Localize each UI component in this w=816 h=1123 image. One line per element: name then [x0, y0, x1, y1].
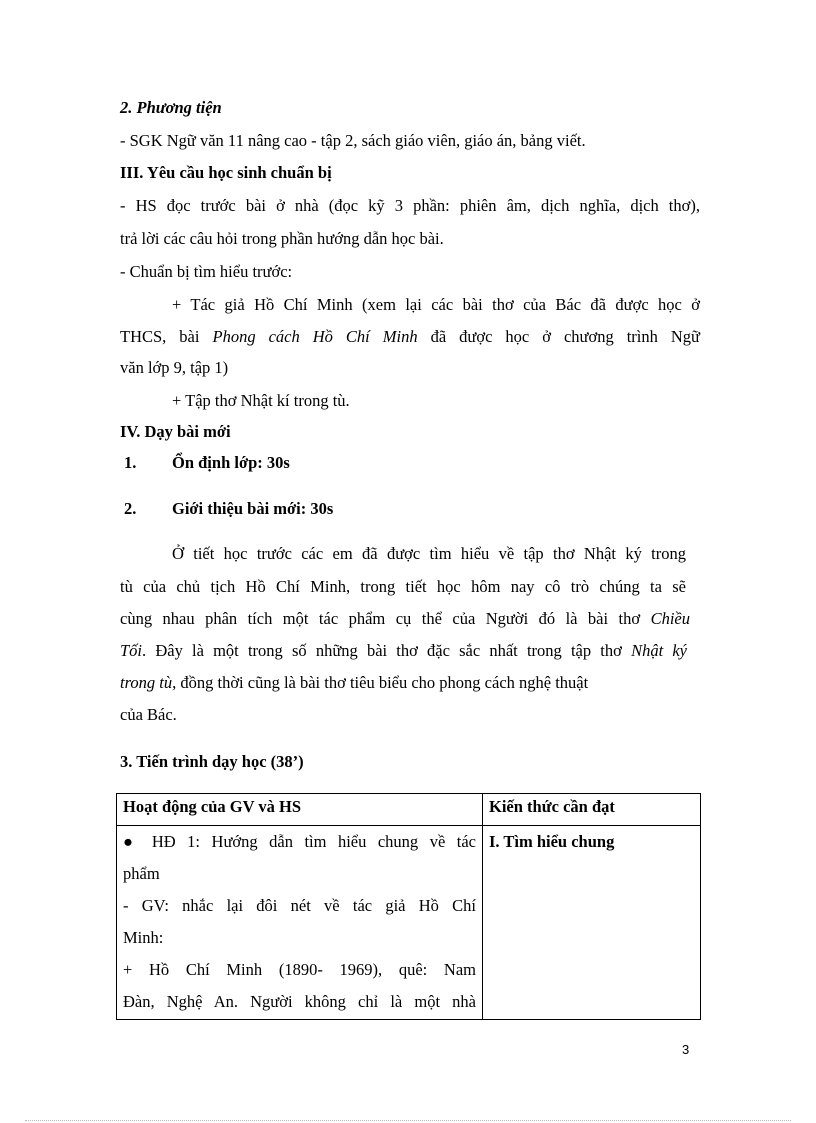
list-number: 1.	[124, 453, 137, 472]
prep-paragraph-line: trả lời các câu hỏi trong phần hướng dẫn học bài.	[120, 229, 444, 248]
intro-paragraph-line	[120, 608, 690, 630]
table-header-activities: Hoạt động của GV và HS	[117, 794, 483, 826]
page-number: 3	[682, 1042, 690, 1057]
intro-text: cùng nhau phân tích một tác phẩm cụ thể của Người đó là bài thơ	[120, 609, 651, 628]
table-header-knowledge: Kiến thức cần đạt	[483, 794, 701, 826]
intro-italic-title: Tối	[120, 641, 143, 660]
cell-line: Đàn, Nghệ An. Người không chỉ là một nhà	[123, 992, 476, 1011]
prep-paragraph-line: + Tác giả Hồ Chí Minh (xem lại các bài thơ của Bác đã được học ở	[172, 295, 700, 314]
heading-student-prep: III. Yêu cầu học sinh chuẩn bị	[120, 163, 332, 182]
cell-line: phẩm	[123, 864, 160, 883]
heading-means: 2. Phương tiện	[120, 98, 222, 117]
prep-paragraph-line	[120, 326, 700, 348]
intro-text: , đồng thời cũng là bài thơ tiêu biểu cho phong cách nghệ thuật	[172, 673, 589, 692]
heading-teaching-process: 3. Tiến trình dạy học (38’)	[120, 752, 304, 771]
prep-italic-title: Phong cách Hồ Chí Minh	[212, 327, 418, 346]
cell-line: - GV: nhắc lại đôi nét về tác giả Hồ Chí	[123, 896, 476, 915]
intro-paragraph-line: Ở tiết học trước các em đã được tìm hiểu về tập thơ Nhật ký trong	[172, 544, 686, 563]
table-header-row	[117, 794, 701, 826]
lesson-table	[116, 793, 701, 1020]
intro-italic-title: trong tù	[120, 673, 173, 692]
table-row	[117, 826, 701, 1020]
cell-line: + Hồ Chí Minh (1890- 1969), quê: Nam	[123, 960, 476, 979]
prep-paragraph-line: văn lớp 9, tập 1)	[120, 358, 229, 377]
prep-paragraph-line: - HS đọc trước bài ở nhà (đọc kỹ 3 phần: phiên âm, dịch nghĩa, dịch thơ),	[120, 196, 700, 215]
table-cell-activities	[117, 826, 483, 1020]
list-number: 2.	[124, 499, 137, 518]
table-cell-knowledge: I. Tìm hiểu chung	[483, 826, 701, 1020]
cell-line: ● HĐ 1: Hướng dẫn tìm hiểu chung về tác	[123, 832, 476, 851]
list-item-intro: Giới thiệu bài mới: 30s	[172, 499, 334, 518]
intro-text: . Đây là một trong số những bài thơ đặc sắc nhất trong tập thơ	[142, 641, 632, 660]
prep-text: THCS, bài	[120, 327, 213, 346]
prep-paragraph-line: - Chuẩn bị tìm hiểu trước:	[120, 262, 293, 281]
prep-paragraph-line: + Tập thơ Nhật kí trong tù.	[172, 391, 350, 410]
means-item: - SGK Ngữ văn 11 nâng cao - tập 2, sách giáo viên, giáo án, bảng viết.	[120, 131, 586, 150]
intro-paragraph-line: tù của chủ tịch Hồ Chí Minh, trong tiết học hôm nay cô trò chúng ta sẽ	[120, 577, 686, 596]
cell-line: Minh:	[123, 928, 164, 947]
heading-new-lesson: IV. Dạy bài mới	[120, 422, 231, 441]
list-item-stabilize: Ổn định lớp: 30s	[172, 453, 290, 472]
intro-paragraph-line	[120, 640, 687, 662]
page-bottom-divider	[25, 1120, 791, 1121]
intro-italic-title: Nhật ký	[631, 641, 687, 660]
prep-text: đã được học ở chương trình Ngữ	[417, 327, 700, 346]
intro-paragraph-line	[120, 672, 700, 694]
intro-paragraph-line: của Bác.	[120, 705, 177, 724]
intro-italic-title: Chiều	[650, 609, 690, 628]
